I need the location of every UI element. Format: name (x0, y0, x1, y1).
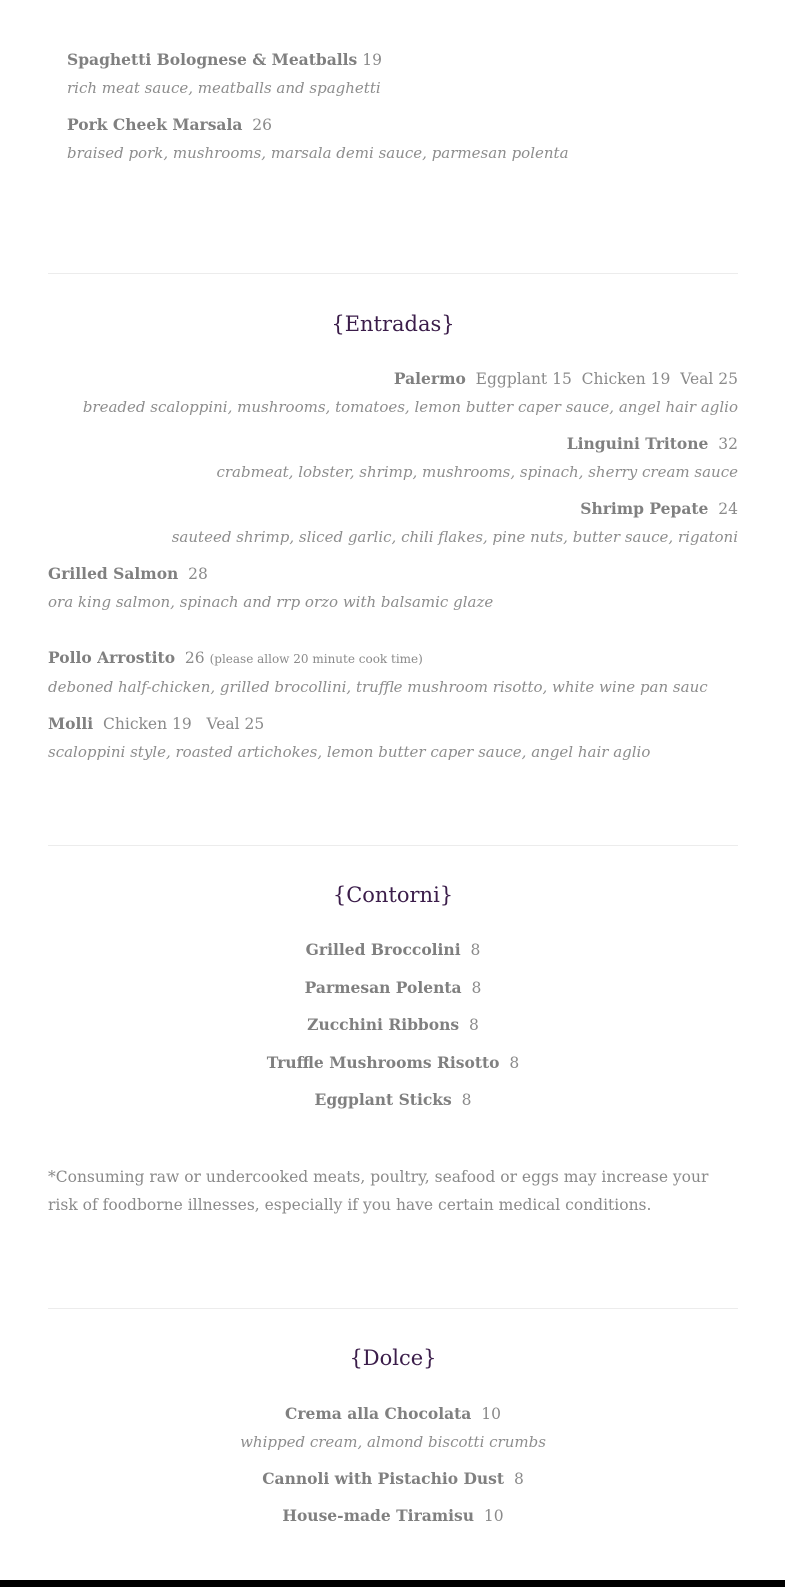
list-item (48, 978, 738, 998)
item-price: 28 (188, 565, 208, 583)
dolce-item-cannoli (48, 1469, 738, 1489)
list-item (48, 1015, 738, 1035)
divider (48, 273, 738, 274)
item-price: Eggplant 15 Chicken 19 Veal 25 (475, 370, 738, 388)
item-description: sauteed shrimp, sliced garlic, chili flakes, pine nuts, butter sauce, rigatoni (171, 528, 738, 546)
entrada-item-pollo (48, 648, 738, 697)
entrada-item-linguini (48, 434, 738, 482)
item-name: Grilled Salmon (48, 564, 179, 583)
item-description: whipped cream, almond biscotti crumbs (240, 1433, 546, 1451)
item-name: Cannoli with Pistachio Dust (262, 1469, 505, 1488)
item-name: Spaghetti Bolognese & Meatballs (67, 50, 358, 69)
item-name: Crema alla Chocolata (285, 1404, 472, 1423)
item-name: Truffle Mushrooms Risotto (266, 1052, 500, 1072)
item-description: scaloppini style, roasted artichokes, lemon butter caper sauce, angel hair aglio (48, 743, 651, 761)
section-heading-dolce: {Dolce} (349, 1346, 437, 1370)
item-description: rich meat sauce, meatballs and spaghetti (67, 79, 381, 97)
entrada-item-molli (48, 714, 738, 762)
pasta-item-spaghetti (67, 50, 757, 98)
item-name: Molli (48, 714, 94, 733)
entrada-item-shrimp (48, 499, 738, 547)
item-note: (please allow 20 minute cook time) (209, 652, 423, 666)
section-heading-entradas: {Entradas} (331, 312, 455, 336)
entrada-item-salmon (48, 564, 738, 612)
item-name: Parmesan Polenta (304, 977, 462, 997)
item-price: 26 (252, 116, 273, 134)
item-price: 10 (483, 1507, 504, 1525)
list-item (48, 1053, 738, 1073)
divider (48, 1308, 738, 1309)
item-name: Linguini Tritone (566, 434, 709, 453)
item-price: 8 (461, 1091, 472, 1109)
item-name: Pollo Arrostito (48, 648, 176, 667)
item-name: Eggplant Sticks (314, 1090, 452, 1109)
item-name: Grilled Broccolini (305, 940, 461, 959)
item-description: ora king salmon, spinach and rrp orzo with balsamic glaze (48, 593, 494, 611)
list-item (48, 940, 738, 960)
item-price: Chicken 19 Veal 25 (103, 715, 265, 733)
item-price: 8 (470, 941, 481, 959)
item-name: Palermo (393, 369, 466, 388)
item-price: 19 (362, 51, 382, 69)
item-name: Pork Cheek Marsala (67, 115, 243, 134)
item-description: deboned half-chicken, grilled brocollini, truffle mushroom risotto, white wine pan sauc (48, 678, 708, 696)
item-description: braised pork, mushrooms, marsala demi sauce, parmesan polenta (67, 144, 569, 162)
list-item (48, 1090, 738, 1110)
item-description: crabmeat, lobster, shrimp, mushrooms, spinach, sherry cream sauce (216, 463, 738, 481)
item-price: 10 (481, 1405, 501, 1423)
item-price: 26 (184, 649, 205, 667)
item-price: 24 (718, 500, 738, 518)
section-heading-contorni: {Contorni} (332, 883, 454, 907)
bottom-border (0, 1580, 785, 1587)
pasta-item-pork-cheek (67, 115, 757, 163)
dolce-item-crema (48, 1404, 738, 1452)
item-price: 8 (471, 978, 482, 997)
divider (48, 845, 738, 846)
item-price: 32 (718, 435, 738, 453)
item-name: Shrimp Pepate (580, 499, 709, 518)
contorni-list (48, 940, 738, 1110)
item-price: 8 (513, 1470, 524, 1488)
item-name: Zucchini Ribbons (307, 1015, 460, 1034)
item-price: 8 (468, 1016, 479, 1034)
dolce-item-tiramisu (48, 1506, 738, 1526)
item-description: breaded scaloppini, mushrooms, tomatoes, lemon butter caper sauce, angel hair aglio (82, 398, 738, 416)
item-name: House-made Tiramisu (282, 1506, 475, 1525)
entrada-item-palermo (48, 369, 738, 417)
food-safety-disclaimer: *Consuming raw or undercooked meats, poultry, seafood or eggs may increase your risk of foodborne illnesses, especially if you have certain medical conditions. (48, 1168, 709, 1214)
item-price: 8 (509, 1053, 520, 1072)
